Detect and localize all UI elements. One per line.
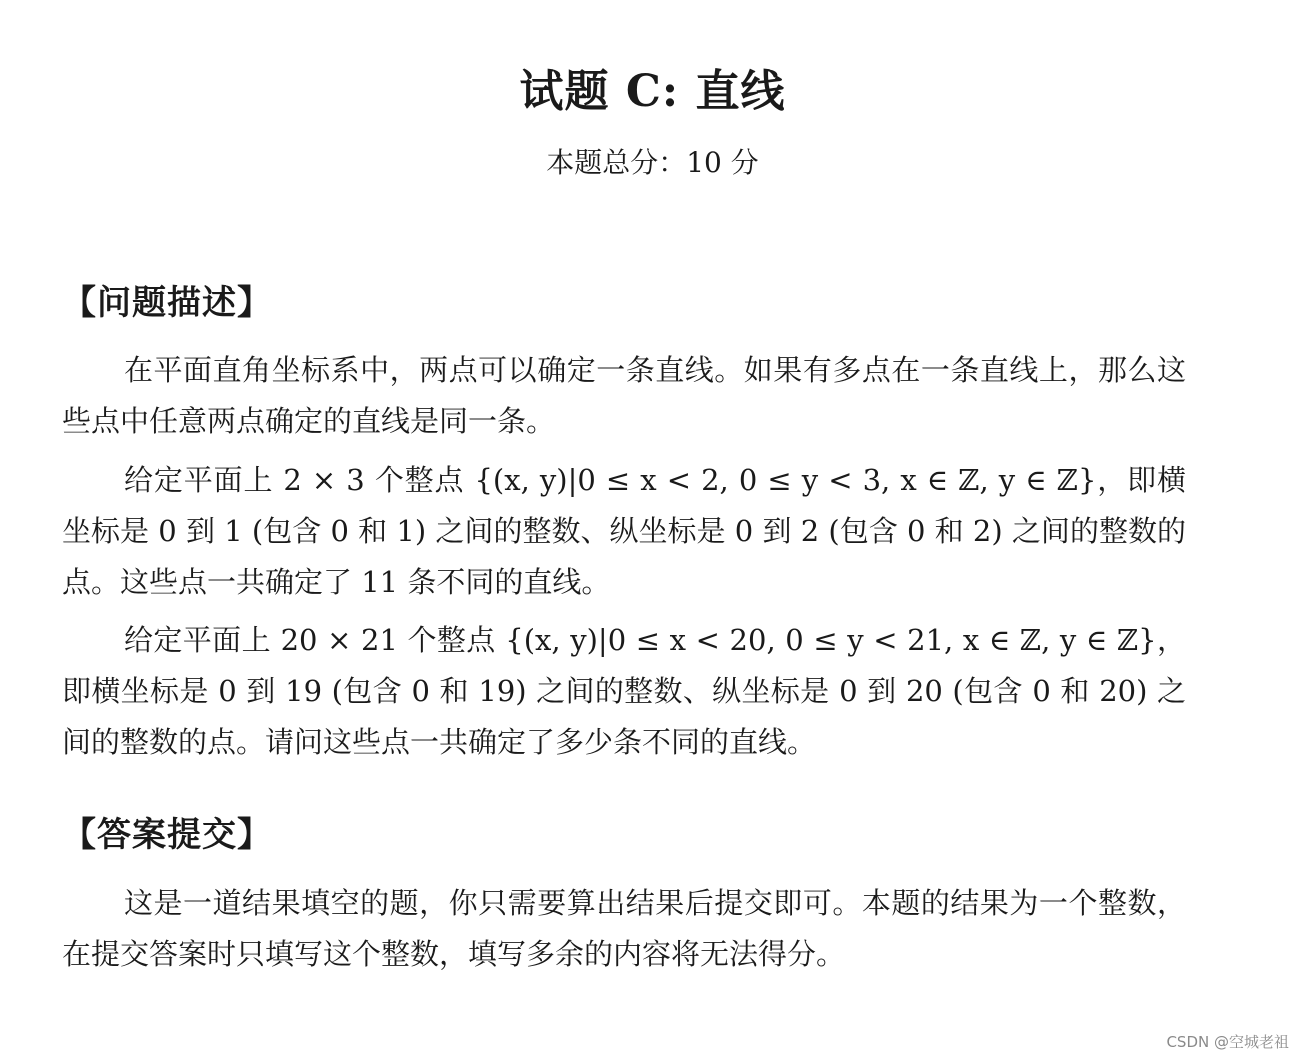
score-line: 本题总分：10 分: [546, 146, 759, 179]
answer-submission-heading: 【答案提交】: [62, 815, 272, 855]
problem-paragraph-2: 给定平面上 2 × 3 个整点 {(x, y)|0 ≤ x < 2, 0 ≤ y < 3, x ∈ ℤ, y ∈ ℤ}，即横坐标是 0 到 1 (包含 0 和 1) 之间的整数、纵坐标是 0 到 2 (包含 0 和 2) 之间的整数的点。这些点一共确定了 11 条不同的直线。: [62, 463, 1186, 599]
problem-paragraph-1: 在平面直角坐标系中，两点可以确定一条直线。如果有多点在一条直线上，那么这些点中任意两点确定的直线是同一条。: [62, 353, 1186, 438]
problem-paragraph-3: 给定平面上 20 × 21 个整点 {(x, y)|0 ≤ x < 20, 0 ≤ y < 21, x ∈ ℤ, y ∈ ℤ}，即横坐标是 0 到 19 (包含 0 和 19) 之间的整数、纵坐标是 0 到 20 (包含 0 和 20) 之间的整数的点。请问这些点一共确定了多少条不同的直线。: [62, 623, 1186, 759]
problem-description-heading: 【问题描述】: [62, 283, 272, 323]
csdn-watermark: CSDN @空城老祖: [1166, 1033, 1289, 1051]
answer-paragraph-1: 这是一道结果填空的题，你只需要算出结果后提交即可。本题的结果为一个整数，在提交答案时只填写这个整数，填写多余的内容将无法得分。: [62, 886, 1186, 971]
problem-title: 试题 C: 直线: [519, 66, 786, 117]
